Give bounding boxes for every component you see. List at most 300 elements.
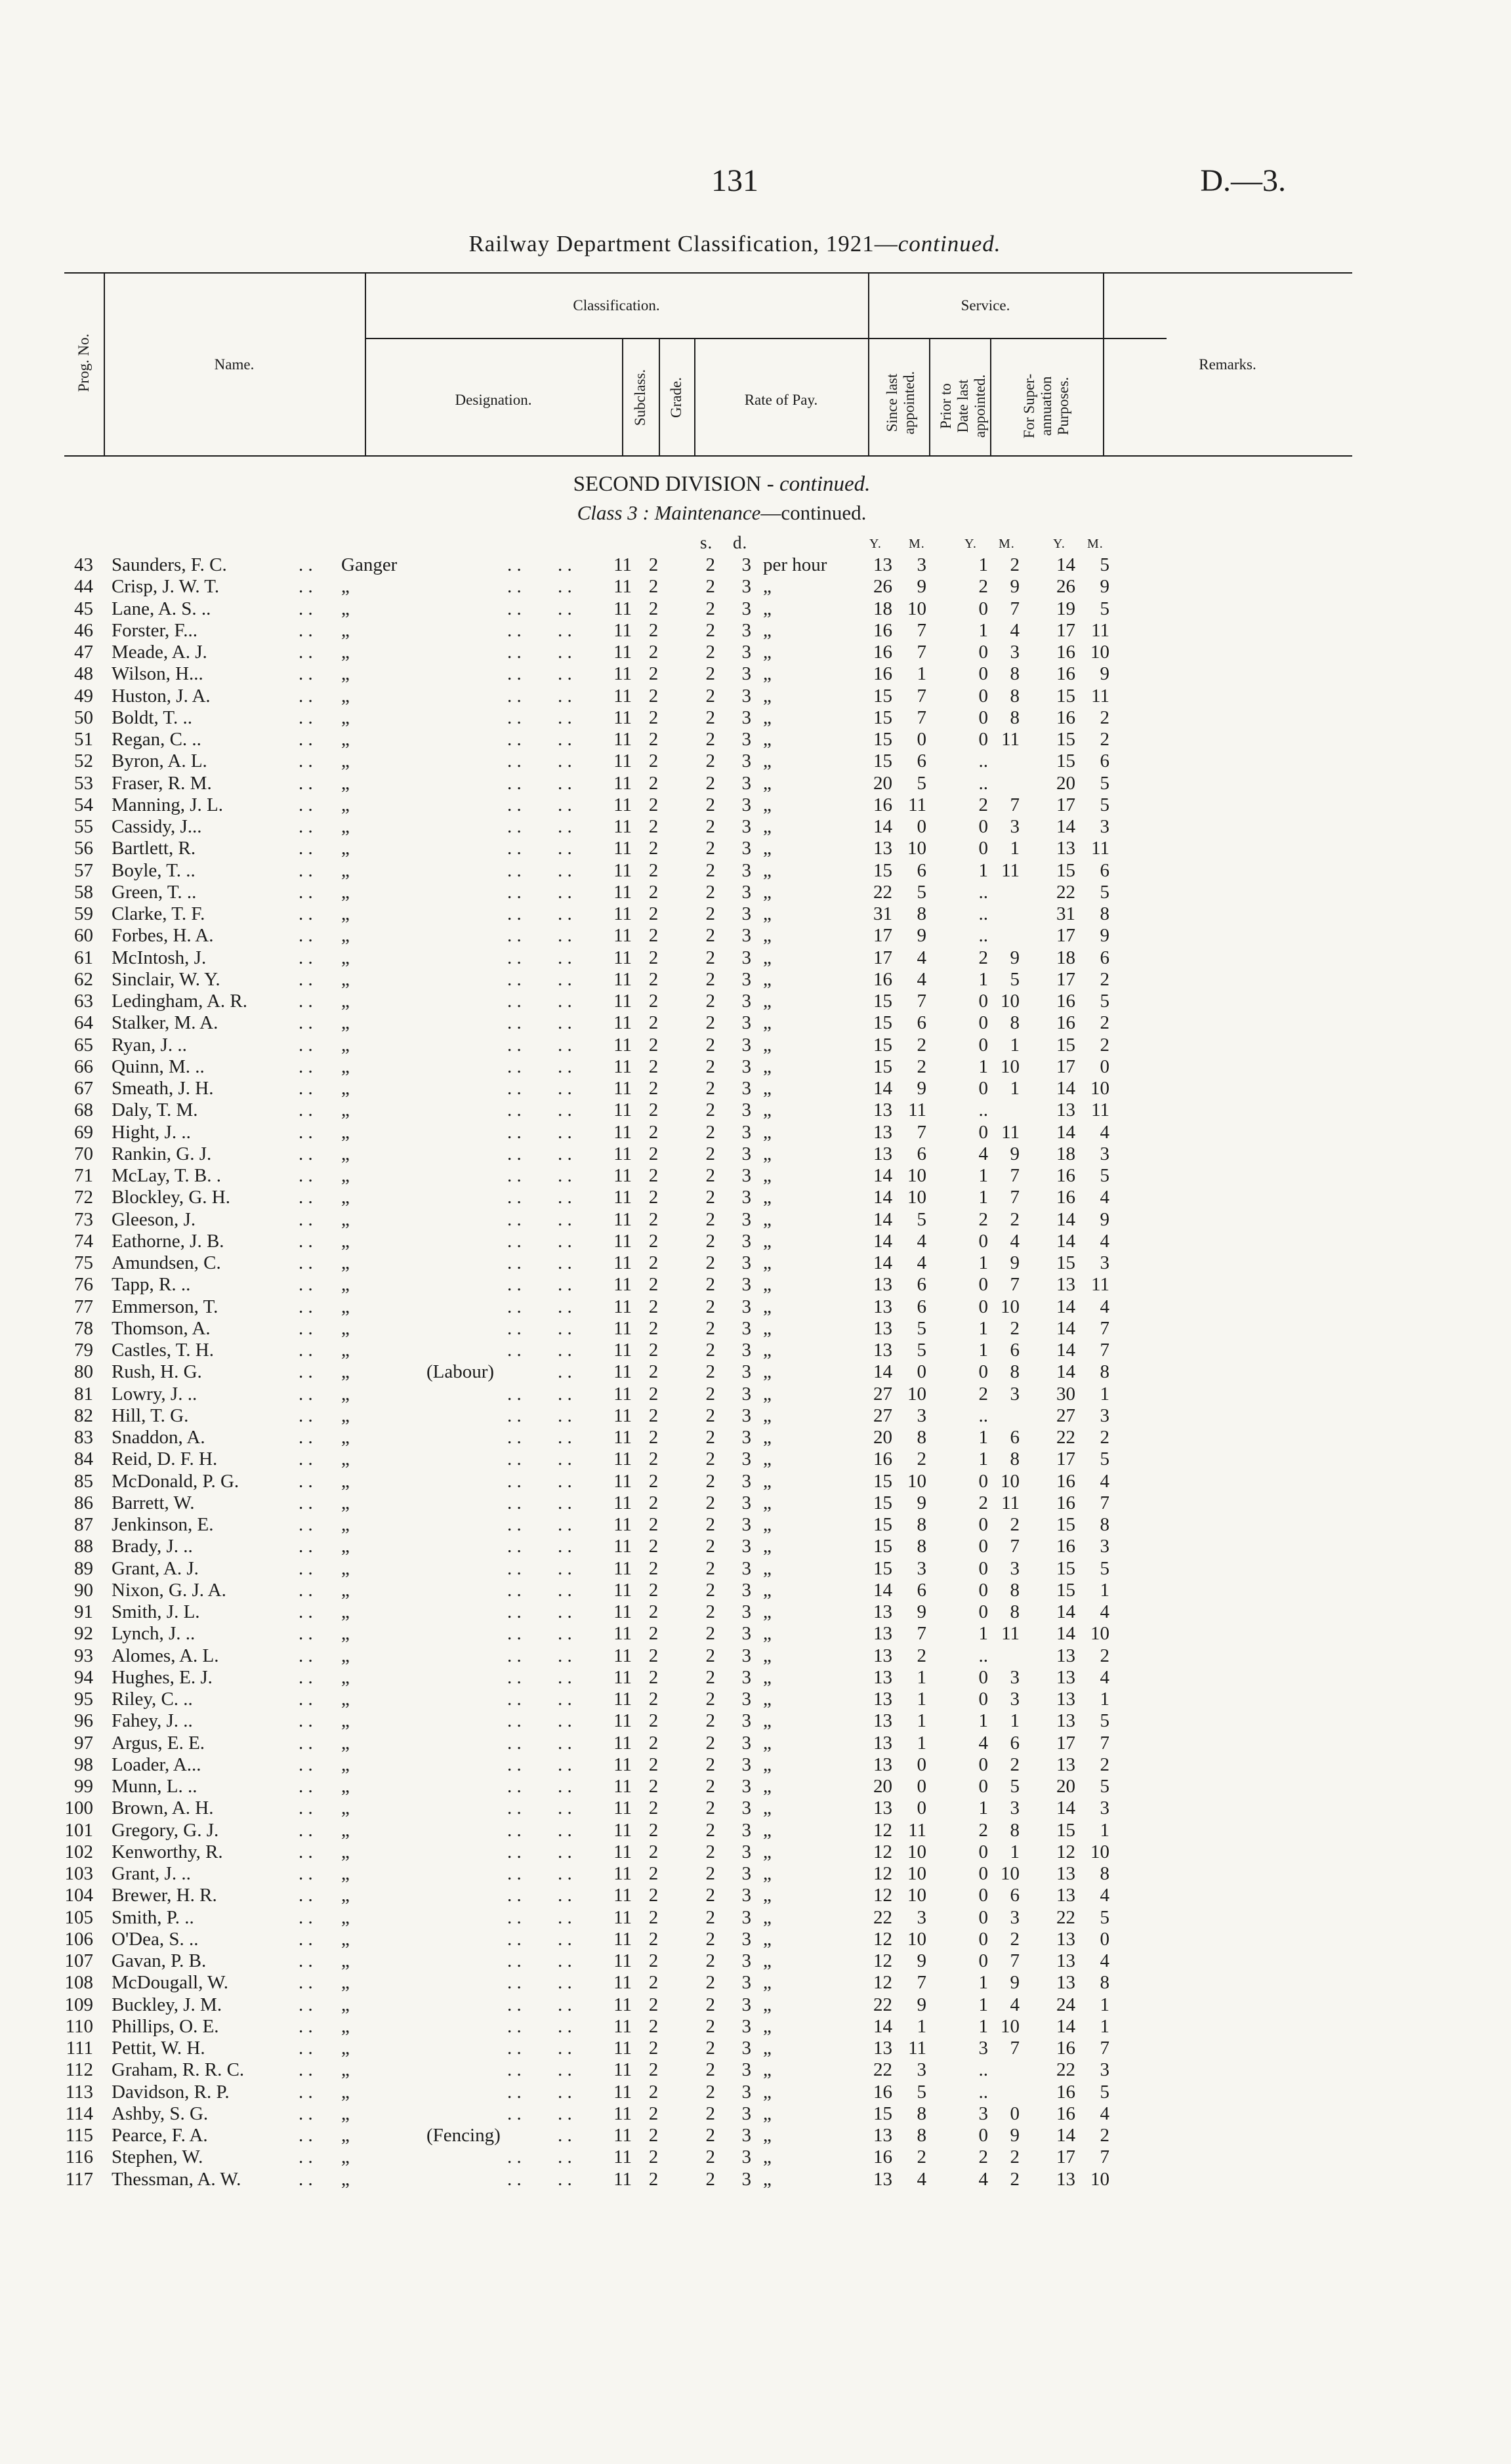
prior-months: 6 (1010, 1340, 1020, 1361)
super-months: 10 (1090, 1623, 1109, 1645)
prior-years: 1 (978, 1972, 988, 1994)
prog-no: 75 (74, 1252, 93, 1273)
super-months: 3 (1100, 1252, 1109, 1273)
pay-shillings: 2 (705, 1448, 715, 1470)
subclass: 11 (613, 1928, 632, 1950)
subclass: 11 (613, 2059, 632, 2081)
prior-years: 2 (978, 1819, 988, 1841)
pay-shillings: 2 (705, 707, 715, 728)
designation: „ (341, 1034, 350, 1056)
grade: 2 (648, 1099, 659, 1121)
since-years: 14 (873, 1361, 892, 1383)
pay-period: „ (763, 968, 772, 990)
leader-dots: . . (507, 707, 522, 728)
pay-shillings: 2 (705, 903, 715, 924)
pay-shillings: 2 (705, 1252, 715, 1273)
pay-period: „ (763, 1340, 772, 1361)
subclass: 11 (613, 1797, 632, 1819)
pay-pence: 3 (741, 1666, 751, 1688)
employee-name: Thomson, A. (112, 1317, 211, 1339)
leader-dots: . . (558, 1863, 572, 1884)
service-header: Service. (961, 297, 1010, 314)
designation: „ (341, 1797, 350, 1819)
classification-table-body (39, 554, 1286, 2190)
prog-no: 80 (74, 1361, 93, 1383)
leader-dots: . . (558, 1230, 572, 1252)
grade: 2 (648, 1928, 659, 1950)
prog-no: 114 (65, 2103, 93, 2124)
prior-months: 8 (1010, 1448, 1020, 1470)
prior-years: 1 (978, 1317, 988, 1339)
super-years: 19 (1056, 598, 1075, 619)
prog-no: 95 (74, 1689, 93, 1710)
grade: 2 (648, 1689, 659, 1710)
leader-dots: . . (558, 2015, 572, 2037)
pay-pence: 3 (741, 1078, 751, 1099)
prior-years: 0 (978, 1601, 988, 1622)
leader-dots: . . (507, 2146, 522, 2168)
prior-months: 9 (1010, 2125, 1020, 2146)
leader-dots: . . (507, 1514, 522, 1535)
prog-no: 64 (74, 1012, 93, 1034)
super-years: 14 (1056, 1361, 1075, 1383)
table-row (39, 925, 1286, 947)
table-row (39, 1623, 1286, 1645)
super-years: 16 (1056, 1012, 1075, 1034)
prior-years: 3 (978, 2103, 988, 2124)
subclass: 11 (613, 1776, 632, 1797)
pay-pence: 3 (741, 2059, 751, 2081)
pay-period: „ (763, 1710, 772, 1732)
prior-years: .. (978, 881, 988, 903)
pay-shillings: 2 (705, 991, 715, 1012)
super-years: 13 (1056, 1689, 1075, 1710)
prior-years: 0 (978, 991, 988, 1012)
prior-months: 3 (1010, 1689, 1020, 1710)
employee-name: Pearce, F. A. (112, 2125, 208, 2146)
super-months: 10 (1090, 2168, 1109, 2190)
pay-pence: 3 (741, 1819, 751, 1841)
pay-period: „ (763, 1906, 772, 1928)
grade: 2 (648, 1557, 659, 1579)
pay-period: „ (763, 1187, 772, 1208)
pay-period: „ (763, 1994, 772, 2015)
since-months: 10 (907, 1187, 926, 1208)
leader-dots: . . (299, 2015, 313, 2037)
designation: „ (341, 642, 350, 663)
table-row (39, 1427, 1286, 1448)
prog-no: 94 (74, 1666, 93, 1688)
leader-dots: . . (507, 881, 522, 903)
leader-dots: . . (558, 1906, 572, 1928)
leader-dots: . . (507, 1317, 522, 1339)
since-years: 13 (873, 1296, 892, 1317)
subclass: 11 (613, 1143, 632, 1164)
grade: 2 (648, 1121, 659, 1143)
designation: „ (341, 1623, 350, 1645)
prior-years: 0 (978, 1863, 988, 1884)
division-suffix: - continued. (766, 472, 871, 496)
subclass: 11 (613, 619, 632, 641)
division-heading (459, 472, 984, 497)
subclass: 11 (613, 1056, 632, 1077)
prior-years: .. (978, 2081, 988, 2103)
leader-dots: . . (507, 1841, 522, 1862)
leader-dots: . . (299, 1885, 313, 1906)
leader-dots: . . (558, 1296, 572, 1317)
since-months: 0 (917, 1361, 926, 1383)
pay-shillings: 2 (705, 1623, 715, 1645)
since-years: 14 (873, 1208, 892, 1230)
since-years: 20 (873, 1776, 892, 1797)
super-years: 17 (1056, 619, 1075, 641)
prior-years: 0 (978, 707, 988, 728)
grade: 2 (648, 1230, 659, 1252)
employee-name: Huston, J. A. (112, 685, 211, 707)
pay-period: „ (763, 1797, 772, 1819)
prior-years: 0 (978, 1950, 988, 1971)
since-months: 0 (917, 729, 926, 750)
super-years: 20 (1056, 1776, 1075, 1797)
grade: 2 (648, 663, 659, 685)
leader-dots: . . (507, 598, 522, 619)
prog-no: 99 (74, 1776, 93, 1797)
leader-dots: . . (558, 1274, 572, 1296)
prior-years: 4 (978, 1143, 988, 1164)
table-row (39, 1056, 1286, 1078)
table-row (39, 1122, 1286, 1143)
subclass: 11 (613, 1340, 632, 1361)
designation: „ (341, 1950, 350, 1971)
prog-no: 117 (65, 2168, 93, 2190)
table-row (39, 816, 1286, 838)
super-years: 15 (1056, 859, 1075, 881)
table-row (39, 1252, 1286, 1274)
pay-period: „ (763, 1645, 772, 1666)
pay-pence: 3 (741, 816, 751, 837)
since-years: 12 (873, 1928, 892, 1950)
pay-pence: 3 (741, 1056, 751, 1077)
employee-name: Nixon, G. J. A. (112, 1579, 226, 1601)
grade: 2 (648, 968, 659, 990)
pay-period: „ (763, 947, 772, 968)
leader-dots: . . (299, 881, 313, 903)
employee-name: Daly, T. M. (112, 1099, 198, 1121)
prog-no: 83 (74, 1427, 93, 1448)
prior-years: 0 (978, 1689, 988, 1710)
leader-dots: . . (558, 1710, 572, 1732)
grade: 2 (648, 1078, 659, 1099)
table-row (39, 1950, 1286, 1972)
super-months: 8 (1100, 1361, 1109, 1383)
prior-months: 2 (1010, 2146, 1020, 2168)
pay-shillings: 2 (705, 838, 715, 859)
leader-dots: . . (558, 1601, 572, 1622)
super-years: 16 (1056, 1492, 1075, 1513)
pay-pence: 3 (741, 1972, 751, 1994)
grade: 2 (648, 1776, 659, 1797)
super-months: 4 (1100, 1666, 1109, 1688)
super-years: 22 (1056, 1906, 1075, 1928)
prior-months: 3 (1010, 1906, 1020, 1928)
pay-shillings: 2 (705, 1885, 715, 1906)
prior-months: 3 (1010, 1557, 1020, 1579)
subclass: 11 (613, 1470, 632, 1492)
table-row (39, 1384, 1286, 1405)
super-years: 13 (1056, 1972, 1075, 1994)
leader-dots: . . (558, 1557, 572, 1579)
subclass: 11 (613, 707, 632, 728)
pay-shillings: 2 (705, 2015, 715, 2037)
prior-years: .. (978, 1645, 988, 1666)
subclass: 11 (613, 1994, 632, 2015)
leader-dots: . . (507, 1187, 522, 1208)
leader-dots: . . (507, 2081, 522, 2103)
pay-period: „ (763, 2038, 772, 2059)
since-months: 2 (917, 1034, 926, 1056)
subclass: 11 (613, 1252, 632, 1273)
designation: „ (341, 707, 350, 728)
pay-period: „ (763, 1361, 772, 1383)
super-months: 9 (1100, 1208, 1109, 1230)
subclass: 11 (613, 794, 632, 815)
pay-shillings: 2 (705, 1383, 715, 1405)
since-years: 15 (873, 1034, 892, 1056)
leader-dots: . . (507, 1797, 522, 1819)
prior-years: 1 (978, 1797, 988, 1819)
super-years: 14 (1056, 1208, 1075, 1230)
prog-no: 93 (74, 1645, 93, 1666)
pay-period: „ (763, 1557, 772, 1579)
leader-dots: . . (558, 1732, 572, 1754)
pay-shillings: 2 (705, 2038, 715, 2059)
super-months: 10 (1090, 1841, 1109, 1862)
prior-years: .. (978, 1405, 988, 1426)
super-years: 13 (1056, 1666, 1075, 1688)
since-months: 0 (917, 816, 926, 837)
prior-line-1: Prior to (938, 383, 954, 429)
super-years: 16 (1056, 1165, 1075, 1186)
subclass: 11 (613, 1448, 632, 1470)
pay-shillings: 2 (705, 1754, 715, 1775)
class-prefix: Class 3 : (577, 501, 650, 524)
super-years: 15 (1056, 1514, 1075, 1535)
subclass: 11 (613, 1405, 632, 1426)
prog-no: 105 (64, 1906, 93, 1928)
prog-no: 57 (74, 859, 93, 881)
pay-period: „ (763, 1274, 772, 1296)
table-row (39, 903, 1286, 925)
prior-years: 1 (978, 859, 988, 881)
designation: „ (341, 1470, 350, 1492)
super-months: 5 (1100, 2081, 1109, 2103)
subclass: 11 (613, 1906, 632, 1928)
pay-period: „ (763, 1776, 772, 1797)
since-years: 26 (873, 576, 892, 598)
grade: 2 (648, 903, 659, 924)
leader-dots: . . (299, 685, 313, 707)
pay-shillings: 2 (705, 1034, 715, 1056)
designation: „ (341, 903, 350, 924)
super-years: 14 (1056, 1296, 1075, 1317)
prior-years: 0 (978, 1666, 988, 1688)
pay-shillings: 2 (705, 1689, 715, 1710)
prog-no: 51 (74, 729, 93, 750)
pay-shillings: 2 (705, 576, 715, 598)
pay-shillings: 2 (705, 1296, 715, 1317)
leader-dots: . . (558, 663, 572, 685)
prior-months: 8 (1010, 707, 1020, 728)
pay-pence: 3 (741, 1557, 751, 1579)
pay-pence: 3 (741, 1514, 751, 1535)
subclass: 11 (613, 1754, 632, 1775)
prog-no: 45 (74, 598, 93, 619)
unit-shillings: s. (700, 533, 713, 552)
leader-dots: . . (299, 1732, 313, 1754)
leader-dots: . . (299, 1383, 313, 1405)
since-years: 15 (873, 1470, 892, 1492)
pay-shillings: 2 (705, 2125, 715, 2146)
super-months: 8 (1100, 1972, 1109, 1994)
employee-name: Stephen, W. (112, 2146, 203, 2168)
prior-months: 2 (1010, 2168, 1020, 2190)
since-months: 7 (917, 642, 926, 663)
table-row (39, 1012, 1286, 1034)
since-years: 13 (873, 1143, 892, 1164)
pay-shillings: 2 (705, 1514, 715, 1535)
pay-shillings: 2 (705, 1492, 715, 1513)
since-years: 16 (873, 2146, 892, 2168)
employee-name: Rush, H. G. (112, 1361, 202, 1383)
super-years: 14 (1056, 1601, 1075, 1622)
super-years: 14 (1056, 2015, 1075, 2037)
designation: „ (341, 1645, 350, 1666)
employee-name: Gregory, G. J. (112, 1819, 219, 1841)
subclass-header: Subclass. (632, 369, 648, 426)
since-months: 9 (917, 925, 926, 947)
leader-dots: . . (299, 2081, 313, 2103)
prog-no: 103 (64, 1863, 93, 1884)
leader-dots: . . (507, 685, 522, 707)
since-years: 13 (873, 1623, 892, 1645)
super-years: 16 (1056, 1536, 1075, 1557)
subclass: 11 (613, 1841, 632, 1862)
leader-dots: . . (507, 1165, 522, 1186)
since-months: 8 (917, 1536, 926, 1557)
leader-dots: . . (299, 1579, 313, 1601)
table-row (39, 1361, 1286, 1383)
table-row (39, 1231, 1286, 1252)
leader-dots: . . (558, 1012, 572, 1034)
pay-pence: 3 (741, 685, 751, 707)
employee-name: Lowry, J. .. (112, 1383, 197, 1405)
leader-dots: . . (507, 1557, 522, 1579)
leader-dots: . . (299, 1601, 313, 1622)
pay-pence: 3 (741, 903, 751, 924)
prior-months: 6 (1010, 1885, 1020, 1906)
leader-dots: . . (558, 947, 572, 968)
leader-dots: . . (299, 1056, 313, 1077)
prior-years: 0 (978, 729, 988, 750)
pay-period: „ (763, 1579, 772, 1601)
leader-dots: . . (558, 2081, 572, 2103)
designation: „ (341, 1994, 350, 2015)
leader-dots: . . (507, 1143, 522, 1164)
designation: „ (341, 1514, 350, 1535)
leader-dots: . . (507, 1034, 522, 1056)
prior-months: 8 (1010, 1819, 1020, 1841)
grade: 2 (648, 947, 659, 968)
leader-dots: . . (299, 838, 313, 859)
since-months: 1 (917, 1689, 926, 1710)
pay-period: „ (763, 772, 772, 794)
super-years: 17 (1056, 794, 1075, 815)
designation: „ (341, 1317, 350, 1339)
designation: „ (341, 1099, 350, 1121)
pay-period: „ (763, 2015, 772, 2037)
table-row (39, 1710, 1286, 1732)
designation: „ (341, 1972, 350, 1994)
pay-pence: 3 (741, 1601, 751, 1622)
super-years: 17 (1056, 968, 1075, 990)
leader-dots: . . (299, 1863, 313, 1884)
pay-shillings: 2 (705, 619, 715, 641)
leader-dots: . . (299, 2038, 313, 2059)
leader-dots: . . (507, 729, 522, 750)
pay-shillings: 2 (705, 2168, 715, 2190)
since-months: 4 (917, 947, 926, 968)
prog-no: 90 (74, 1579, 93, 1601)
leader-dots: . . (558, 554, 572, 575)
subclass: 11 (613, 2081, 632, 2103)
prior-years: 0 (978, 1470, 988, 1492)
grade: 2 (648, 2081, 659, 2103)
leader-dots: . . (299, 1252, 313, 1273)
super-years: 17 (1056, 2146, 1075, 2168)
prior-months: 4 (1010, 1230, 1020, 1252)
leader-dots: . . (299, 1361, 313, 1383)
subclass: 11 (613, 2038, 632, 2059)
table-row (39, 773, 1286, 794)
leader-dots: . . (558, 1492, 572, 1513)
employee-name: Boldt, T. .. (112, 707, 192, 728)
prior-years: 1 (978, 1448, 988, 1470)
leader-dots: . . (299, 794, 313, 815)
super-years: 13 (1056, 1645, 1075, 1666)
since-months: 0 (917, 1776, 926, 1797)
pay-period: „ (763, 576, 772, 598)
pay-shillings: 2 (705, 816, 715, 837)
super-years: 13 (1056, 1274, 1075, 1296)
since-years: 12 (873, 1950, 892, 1971)
since-months: 5 (917, 881, 926, 903)
pay-pence: 3 (741, 1689, 751, 1710)
employee-name: Fahey, J. .. (112, 1710, 193, 1732)
super-months: 9 (1100, 576, 1109, 598)
pay-period: „ (763, 685, 772, 707)
subclass: 11 (613, 1732, 632, 1754)
table-row (39, 1667, 1286, 1689)
leader-dots: . . (299, 1666, 313, 1688)
leader-dots: . . (299, 1797, 313, 1819)
super-months: 0 (1100, 1056, 1109, 1077)
subclass: 11 (613, 1208, 632, 1230)
leader-dots: . . (299, 1514, 313, 1535)
employee-name: Tapp, R. .. (112, 1274, 191, 1296)
super-months: 1 (1100, 1689, 1109, 1710)
prog-no: 108 (64, 1972, 93, 1994)
prior-years: 0 (978, 1121, 988, 1143)
